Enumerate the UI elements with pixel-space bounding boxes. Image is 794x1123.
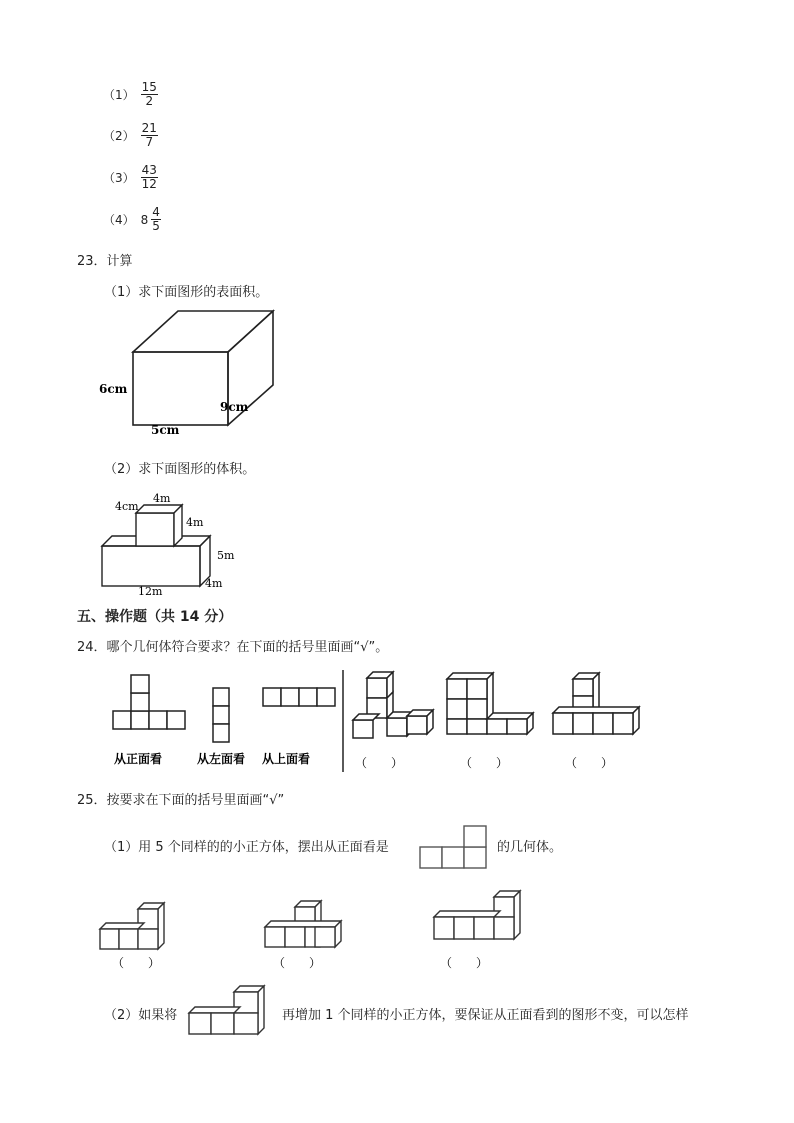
- fraction-item-2: [103, 122, 158, 149]
- answer-paren-c[interactable]: （ ）: [565, 756, 614, 770]
- label-top-left: 4cm: [115, 500, 139, 513]
- base-front: [102, 546, 200, 586]
- denominator: 12: [141, 177, 157, 191]
- denominator: 5: [152, 219, 160, 233]
- q25-paren-1[interactable]: （ ）: [112, 956, 161, 970]
- q25-options: [90, 885, 560, 975]
- question-23-sub1: （1）求下面图形的表面积。: [104, 285, 269, 300]
- label-height: 6cm: [99, 382, 128, 396]
- cube-side: [174, 505, 182, 546]
- q25-paren-3[interactable]: （ ）: [440, 956, 489, 970]
- option-a-shape: [353, 672, 433, 738]
- q24-figures: [100, 666, 660, 778]
- combined-solid-figure: [95, 488, 245, 598]
- cuboid-front-face: [133, 352, 228, 425]
- item-label: （3）: [103, 171, 135, 185]
- fraction: [141, 81, 158, 108]
- q25-option-2-shape: [265, 901, 341, 947]
- label-top-right: 4m: [186, 516, 204, 529]
- q25-sub2-shape: [186, 983, 276, 1041]
- label-depth: 9cm: [220, 400, 249, 414]
- section-5-title: 五、操作题（共 14 分）: [77, 609, 233, 625]
- option-b-shape: [447, 673, 533, 734]
- cuboid-figure: [95, 300, 295, 440]
- front-view-shape: [113, 675, 185, 729]
- option-c-shape: [553, 673, 639, 734]
- answer-paren-a[interactable]: （ ）: [355, 756, 404, 770]
- left-view-shape: [213, 688, 229, 742]
- question-25-sub1-suffix: 的几何体。: [497, 840, 563, 855]
- q25-paren-2[interactable]: （ ）: [273, 956, 322, 970]
- cuboid-top-face: [133, 311, 273, 352]
- label-base-width: 12m: [138, 585, 163, 598]
- label-base-right: 5m: [217, 549, 235, 562]
- question-24-title: 24．哪个几何体符合要求？在下面的括号里面画“√”。: [77, 640, 389, 655]
- label-base-depth: 4m: [205, 577, 223, 590]
- q25-option-3-shape: [434, 891, 520, 939]
- item-label: （4）: [103, 213, 135, 227]
- question-23-title: 23．计算: [77, 254, 133, 269]
- fraction: [151, 206, 161, 233]
- question-25-sub1-prefix: （1）用 5 个同样的的小正方体，摆出从正面看是: [104, 840, 389, 855]
- numerator: 43: [141, 163, 157, 177]
- top-view-shape: [263, 688, 335, 706]
- fraction-item-1: [103, 81, 158, 108]
- question-25-title: 25．按要求在下面的括号里面画“√”: [77, 793, 285, 808]
- numerator: 15: [141, 80, 157, 94]
- label-width: 5cm: [151, 423, 180, 437]
- fraction: [141, 122, 158, 149]
- numerator: 21: [141, 121, 157, 135]
- denominator: 2: [145, 94, 154, 108]
- numerator: 4: [152, 205, 160, 219]
- fraction-item-4: [103, 206, 161, 233]
- cube-front: [136, 513, 174, 546]
- denominator: 7: [145, 135, 154, 149]
- fraction-item-3: [103, 164, 158, 191]
- item-label: （1）: [103, 88, 135, 102]
- answer-paren-b[interactable]: （ ）: [460, 756, 509, 770]
- item-label: （2）: [103, 129, 135, 143]
- caption-top-view: 从上面看: [262, 752, 311, 766]
- question-23-sub2: （2）求下面图形的体积。: [104, 462, 256, 477]
- caption-left-view: 从左面看: [197, 752, 246, 766]
- caption-front-view: 从正面看: [114, 752, 163, 766]
- whole-part: 8: [140, 212, 149, 227]
- front-view-reference: [418, 822, 490, 870]
- fraction: [141, 164, 158, 191]
- label-top-top: 4m: [153, 492, 171, 505]
- question-25-sub2-prefix: （2）如果将: [104, 1008, 178, 1023]
- q25-option-1-shape: [100, 903, 164, 949]
- question-25-sub2-suffix: 再增加 1 个同样的小正方体，要保证从正面看到的图形不变，可以怎样: [282, 1008, 689, 1023]
